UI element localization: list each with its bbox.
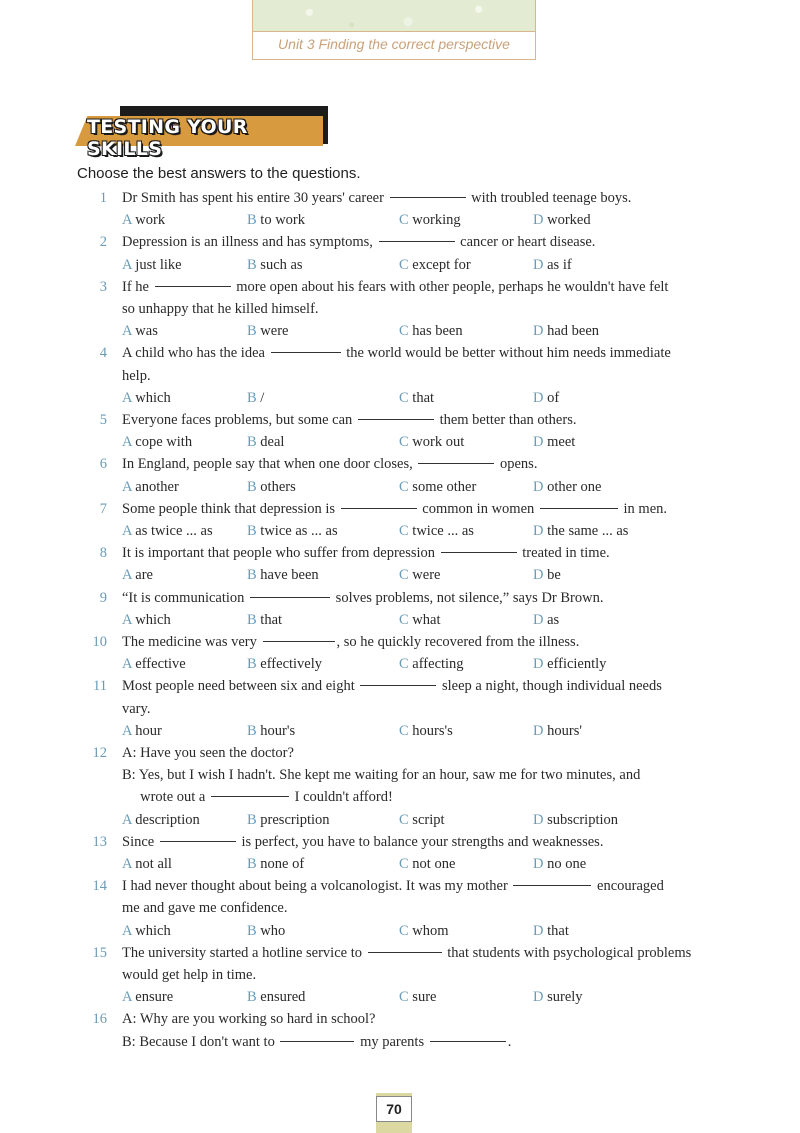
question-text: them better than others.	[435, 412, 577, 428]
option-letter: C	[399, 811, 409, 828]
answer-option-d[interactable]	[533, 609, 559, 631]
answer-option-d[interactable]	[533, 853, 586, 875]
option-letter: A	[122, 922, 132, 939]
question-text-line	[122, 698, 722, 720]
option-text: deal	[256, 434, 285, 451]
answer-blank[interactable]	[368, 951, 442, 953]
option-letter: D	[533, 922, 544, 939]
option-text: which	[131, 389, 171, 406]
option-text: have been	[256, 567, 319, 584]
question-text-line	[122, 187, 722, 209]
option-text: that	[543, 922, 569, 939]
answer-option-c[interactable]	[399, 853, 455, 875]
question-text: I had never thought about being a volcanologist. It was my mother	[122, 878, 512, 895]
question-text: Dr Smith has spent his entire 30 years' career	[122, 190, 388, 206]
option-letter: C	[399, 922, 409, 939]
question-text: treated in time.	[518, 545, 610, 562]
question-number: 16	[92, 1011, 107, 1028]
option-letter: C	[399, 656, 409, 673]
option-text: surely	[543, 989, 583, 1006]
option-letter: A	[122, 323, 132, 340]
answer-option-d[interactable]	[533, 564, 561, 586]
question-text-line	[122, 742, 722, 764]
option-text: meet	[543, 434, 576, 451]
option-letter: D	[533, 256, 544, 273]
answer-option-c[interactable]	[399, 720, 453, 742]
question-text: A: Have you seen the doctor?	[122, 745, 294, 761]
option-letter: C	[399, 434, 409, 451]
option-text: other one	[543, 478, 602, 495]
answer-option-c[interactable]	[399, 520, 474, 542]
option-text: sure	[408, 989, 437, 1006]
answer-option-c[interactable]	[399, 431, 464, 453]
option-text: as	[543, 611, 560, 628]
answer-blank[interactable]	[280, 1040, 354, 1042]
option-text: that	[408, 389, 435, 406]
option-letter: B	[247, 989, 257, 1006]
answer-option-d[interactable]	[533, 320, 599, 342]
question-text-line	[122, 587, 722, 609]
answer-option-d[interactable]	[533, 209, 591, 231]
option-letter: A	[122, 567, 132, 584]
option-letter: B	[247, 323, 257, 340]
answer-option-a[interactable]	[122, 853, 172, 875]
question-text: Since	[122, 833, 158, 850]
question-text-line	[122, 942, 722, 964]
answer-blank[interactable]	[418, 462, 494, 464]
question-text-line	[122, 786, 722, 808]
answer-option-c[interactable]	[399, 920, 449, 942]
question-text: B: Yes, but I wish I hadn't. She kept me waiting for an hour, saw me for two minutes, and	[122, 767, 641, 784]
option-text: the same ... as	[543, 523, 629, 539]
answer-option-a[interactable]	[122, 720, 162, 742]
answer-option-a[interactable]	[122, 209, 165, 231]
option-letter: C	[399, 989, 409, 1006]
answer-option-d[interactable]	[533, 986, 583, 1008]
answer-blank[interactable]	[360, 684, 436, 686]
answer-blank[interactable]	[211, 795, 289, 797]
question-text-line	[122, 764, 722, 786]
question-text: Everyone faces problems, but some can	[122, 412, 356, 428]
answer-option-d[interactable]	[533, 476, 601, 498]
question-text: wrote out a	[122, 789, 209, 806]
question-text: It is important that people who suffer from depression	[122, 545, 439, 562]
answer-option-c[interactable]	[399, 387, 434, 409]
question-number: 5	[99, 412, 107, 428]
answer-option-a[interactable]	[122, 653, 186, 675]
answer-blank[interactable]	[250, 596, 330, 598]
answer-option-c[interactable]	[399, 320, 463, 342]
answer-option-c[interactable]	[399, 209, 461, 231]
question-text-line	[122, 453, 722, 475]
answer-blank[interactable]	[441, 551, 517, 553]
option-text: to work	[256, 212, 306, 229]
answer-option-c[interactable]	[399, 476, 476, 498]
answer-option-c[interactable]	[399, 609, 440, 631]
option-text: others	[256, 478, 296, 495]
option-letter: B	[247, 922, 257, 939]
answer-option-a[interactable]	[122, 254, 182, 276]
option-letter: A	[122, 389, 132, 406]
question-text: , so he quickly recovered from the illness.	[336, 634, 580, 650]
option-text: whom	[408, 922, 449, 939]
option-text: prescription	[256, 811, 330, 828]
option-text: working	[408, 212, 461, 229]
question-number: 4	[99, 345, 107, 362]
option-letter: B	[247, 567, 257, 584]
answer-blank[interactable]	[341, 507, 417, 509]
question-text: with troubled teenage boys.	[467, 190, 632, 206]
option-text: hour	[131, 722, 162, 739]
question-number: 6	[99, 456, 107, 473]
option-letter: B	[247, 256, 257, 273]
option-text: that	[256, 611, 283, 628]
option-letter: B	[247, 434, 257, 451]
option-text: of	[543, 389, 560, 406]
option-text: /	[256, 389, 265, 406]
answer-option-b[interactable]	[247, 520, 338, 542]
answer-option-b[interactable]	[247, 809, 330, 831]
option-letter: A	[122, 722, 132, 739]
answer-option-a[interactable]	[122, 809, 200, 831]
unit-title: Unit 3 Finding the correct perspective	[278, 36, 510, 52]
question-number: 7	[99, 500, 107, 517]
option-letter: D	[533, 389, 544, 406]
question-text-line	[122, 365, 722, 387]
option-text: be	[543, 567, 561, 584]
question-text: solves problems, not silence,” says Dr Brown.	[332, 589, 604, 606]
answer-option-d[interactable]	[533, 387, 559, 409]
question-text-line	[122, 675, 722, 697]
option-text: which	[131, 611, 171, 628]
question-text-line	[122, 897, 722, 919]
option-letter: C	[399, 212, 409, 229]
question-text-line	[122, 1008, 722, 1030]
question-text: in men.	[619, 500, 668, 517]
question-text: more open about his fears with other people, perhaps he wouldn't have felt	[232, 278, 669, 295]
question-text-line	[122, 631, 722, 653]
question-number: 8	[99, 545, 107, 562]
option-letter: B	[247, 523, 257, 539]
option-text: are	[131, 567, 153, 584]
question-text: “It is communication	[122, 589, 249, 606]
option-letter: D	[533, 567, 544, 584]
option-letter: C	[399, 567, 409, 584]
question-number: 12	[92, 745, 107, 761]
question-text: .	[507, 1033, 512, 1050]
answer-option-b[interactable]	[247, 853, 304, 875]
option-letter: C	[399, 523, 409, 539]
answer-option-b[interactable]	[247, 387, 264, 409]
answer-option-b[interactable]	[247, 564, 319, 586]
unit-header	[252, 0, 536, 60]
option-text: was	[131, 323, 158, 340]
question-text: The university started a hotline service to	[122, 944, 366, 961]
option-text: work	[131, 212, 166, 229]
option-text: hour's	[256, 722, 296, 739]
option-text: except for	[408, 256, 471, 273]
answer-option-b[interactable]	[247, 209, 305, 231]
option-letter: B	[247, 811, 257, 828]
answer-option-a[interactable]	[122, 986, 173, 1008]
option-text: no one	[543, 856, 587, 872]
option-text: subscription	[543, 811, 618, 828]
option-text: cope with	[131, 434, 193, 451]
answer-option-b[interactable]	[247, 986, 305, 1008]
option-letter: D	[533, 656, 544, 673]
question-text-line	[122, 542, 722, 564]
option-text: ensure	[131, 989, 174, 1006]
question-text: A: Why are you working so hard in school?	[122, 1011, 376, 1028]
question-text: Some people think that depression is	[122, 500, 339, 517]
question-number: 13	[92, 833, 107, 850]
question-number: 9	[99, 589, 107, 606]
question-text-line	[122, 831, 722, 853]
question-number: 1	[99, 190, 107, 206]
option-text: hours'	[543, 722, 582, 739]
option-text: worked	[543, 212, 591, 229]
option-text: work out	[408, 434, 465, 451]
answer-option-c[interactable]	[399, 564, 440, 586]
option-text: which	[131, 922, 171, 939]
option-letter: B	[247, 389, 257, 406]
answer-option-d[interactable]	[533, 653, 606, 675]
question-number: 2	[99, 234, 107, 251]
option-letter: C	[399, 323, 409, 340]
option-text: description	[131, 811, 200, 828]
question-number: 14	[92, 878, 107, 895]
answer-option-b[interactable]	[247, 320, 288, 342]
header-texture	[253, 0, 535, 32]
option-letter: A	[122, 989, 132, 1006]
answer-blank[interactable]	[379, 240, 455, 242]
question-text: help.	[122, 367, 151, 384]
question-text-line	[122, 276, 722, 298]
option-letter: A	[122, 478, 132, 495]
option-text: has been	[408, 323, 463, 340]
option-letter: A	[122, 523, 132, 539]
option-text: not one	[408, 856, 456, 872]
question-text-line	[122, 342, 722, 364]
option-text: effective	[131, 656, 186, 673]
question-text-line	[122, 498, 722, 520]
answer-option-c[interactable]	[399, 986, 436, 1008]
question-text: In England, people say that when one door closes,	[122, 456, 417, 473]
answer-option-d[interactable]	[533, 920, 569, 942]
answer-option-c[interactable]	[399, 254, 471, 276]
answer-option-a[interactable]	[122, 320, 158, 342]
question-text: sleep a night, though individual needs	[438, 678, 662, 695]
answer-option-d[interactable]	[533, 720, 582, 742]
option-text: as if	[543, 256, 572, 273]
answer-option-b[interactable]	[247, 609, 282, 631]
option-letter: D	[533, 856, 544, 872]
question-text-line	[122, 875, 722, 897]
question-text: that students with psychological problems	[443, 944, 692, 961]
option-letter: A	[122, 811, 132, 828]
answer-option-b[interactable]	[247, 920, 285, 942]
option-text: not all	[131, 856, 172, 872]
answer-option-c[interactable]	[399, 809, 445, 831]
option-letter: C	[399, 611, 409, 628]
option-letter: C	[399, 389, 409, 406]
option-letter: D	[533, 478, 544, 495]
page-number: 70	[376, 1096, 412, 1122]
question-text: If he	[122, 278, 153, 295]
question-text-line	[122, 1031, 722, 1053]
answer-blank[interactable]	[390, 196, 466, 198]
option-text: twice ... as	[408, 523, 474, 539]
option-letter: D	[533, 722, 544, 739]
answer-option-b[interactable]	[247, 254, 303, 276]
question-text-line	[122, 298, 722, 320]
answer-blank[interactable]	[263, 640, 335, 642]
question-text: opens.	[496, 456, 538, 473]
answer-blank[interactable]	[430, 1040, 506, 1042]
option-text: none of	[256, 856, 305, 872]
option-letter: A	[122, 256, 132, 273]
answer-blank[interactable]	[540, 507, 618, 509]
option-text: as twice ... as	[131, 523, 213, 539]
option-letter: B	[247, 656, 257, 673]
answer-option-a[interactable]	[122, 387, 171, 409]
question-number: 11	[93, 678, 107, 695]
option-text: script	[408, 811, 445, 828]
answer-option-d[interactable]	[533, 809, 618, 831]
answer-option-c[interactable]	[399, 653, 464, 675]
answer-option-a[interactable]	[122, 564, 153, 586]
page-number-tab	[376, 1093, 412, 1133]
option-letter: D	[533, 811, 544, 828]
question-text: The medicine was very	[122, 634, 261, 650]
answer-option-a[interactable]	[122, 609, 171, 631]
option-text: what	[408, 611, 441, 628]
section-title: TESTING YOUR SKILLS	[87, 116, 248, 160]
question-text-line	[122, 231, 722, 253]
answer-option-d[interactable]	[533, 431, 575, 453]
option-letter: D	[533, 434, 544, 451]
option-text: had been	[543, 323, 600, 340]
option-text: were	[256, 323, 289, 340]
option-letter: D	[533, 989, 544, 1006]
option-text: efficiently	[543, 656, 607, 673]
option-text: such as	[256, 256, 303, 273]
question-text: Most people need between six and eight	[122, 678, 359, 695]
question-text-line	[122, 409, 722, 431]
option-letter: A	[122, 212, 132, 229]
question-text: encouraged	[593, 878, 664, 895]
question-number: 15	[92, 944, 107, 961]
question-text: common in women	[418, 500, 538, 517]
option-letter: D	[533, 611, 544, 628]
option-text: affecting	[408, 656, 464, 673]
answer-option-b[interactable]	[247, 653, 322, 675]
question-text: I couldn't afford!	[290, 789, 393, 806]
option-text: who	[256, 922, 286, 939]
option-letter: C	[399, 722, 409, 739]
option-text: another	[131, 478, 179, 495]
instruction-text: Choose the best answers to the questions.	[77, 165, 361, 182]
question-text: Depression is an illness and has symptoms,	[122, 234, 377, 251]
section-banner	[75, 106, 328, 160]
question-number: 3	[99, 278, 107, 295]
option-letter: D	[533, 323, 544, 340]
answer-option-b[interactable]	[247, 720, 295, 742]
option-letter: B	[247, 611, 257, 628]
option-text: were	[408, 567, 441, 584]
answer-blank[interactable]	[513, 884, 591, 886]
option-letter: A	[122, 656, 132, 673]
answer-option-a[interactable]	[122, 920, 171, 942]
question-text: so unhappy that he killed himself.	[122, 301, 319, 317]
option-letter: B	[247, 478, 257, 495]
question-text: my parents	[356, 1033, 428, 1050]
answer-blank[interactable]	[358, 418, 434, 420]
option-letter: C	[399, 256, 409, 273]
option-letter: B	[247, 212, 257, 229]
option-text: just like	[131, 256, 182, 273]
option-letter: B	[247, 856, 257, 872]
option-letter: B	[247, 722, 257, 739]
answer-blank[interactable]	[271, 351, 341, 353]
option-letter: A	[122, 856, 132, 872]
answer-option-a[interactable]	[122, 476, 179, 498]
question-text: cancer or heart disease.	[456, 234, 596, 251]
question-text: B: Because I don't want to	[122, 1033, 279, 1050]
option-text: effectively	[256, 656, 323, 673]
question-number: 10	[92, 634, 107, 650]
question-text: the world would be better without him needs immediate	[342, 345, 671, 362]
option-text: some other	[408, 478, 477, 495]
option-letter: D	[533, 523, 544, 539]
option-letter: D	[533, 212, 544, 229]
option-letter: C	[399, 478, 409, 495]
question-text-line	[122, 964, 722, 986]
answer-option-d[interactable]	[533, 520, 628, 542]
question-text: me and gave me confidence.	[122, 900, 288, 917]
answer-option-b[interactable]	[247, 431, 284, 453]
option-text: ensured	[256, 989, 306, 1006]
question-text: would get help in time.	[122, 967, 257, 983]
question-text: vary.	[122, 700, 151, 717]
option-text: hours's	[408, 722, 453, 739]
answer-blank[interactable]	[160, 840, 236, 842]
question-text: is perfect, you have to balance your strengths and weaknesses.	[237, 833, 604, 850]
answer-blank[interactable]	[155, 285, 231, 287]
answer-option-d[interactable]	[533, 254, 572, 276]
option-letter: C	[399, 856, 409, 872]
option-letter: A	[122, 611, 132, 628]
answer-option-a[interactable]	[122, 520, 213, 542]
answer-option-b[interactable]	[247, 476, 296, 498]
option-letter: A	[122, 434, 132, 451]
answer-option-a[interactable]	[122, 431, 192, 453]
option-text: twice as ... as	[256, 523, 338, 539]
question-text: A child who has the idea	[122, 345, 269, 362]
